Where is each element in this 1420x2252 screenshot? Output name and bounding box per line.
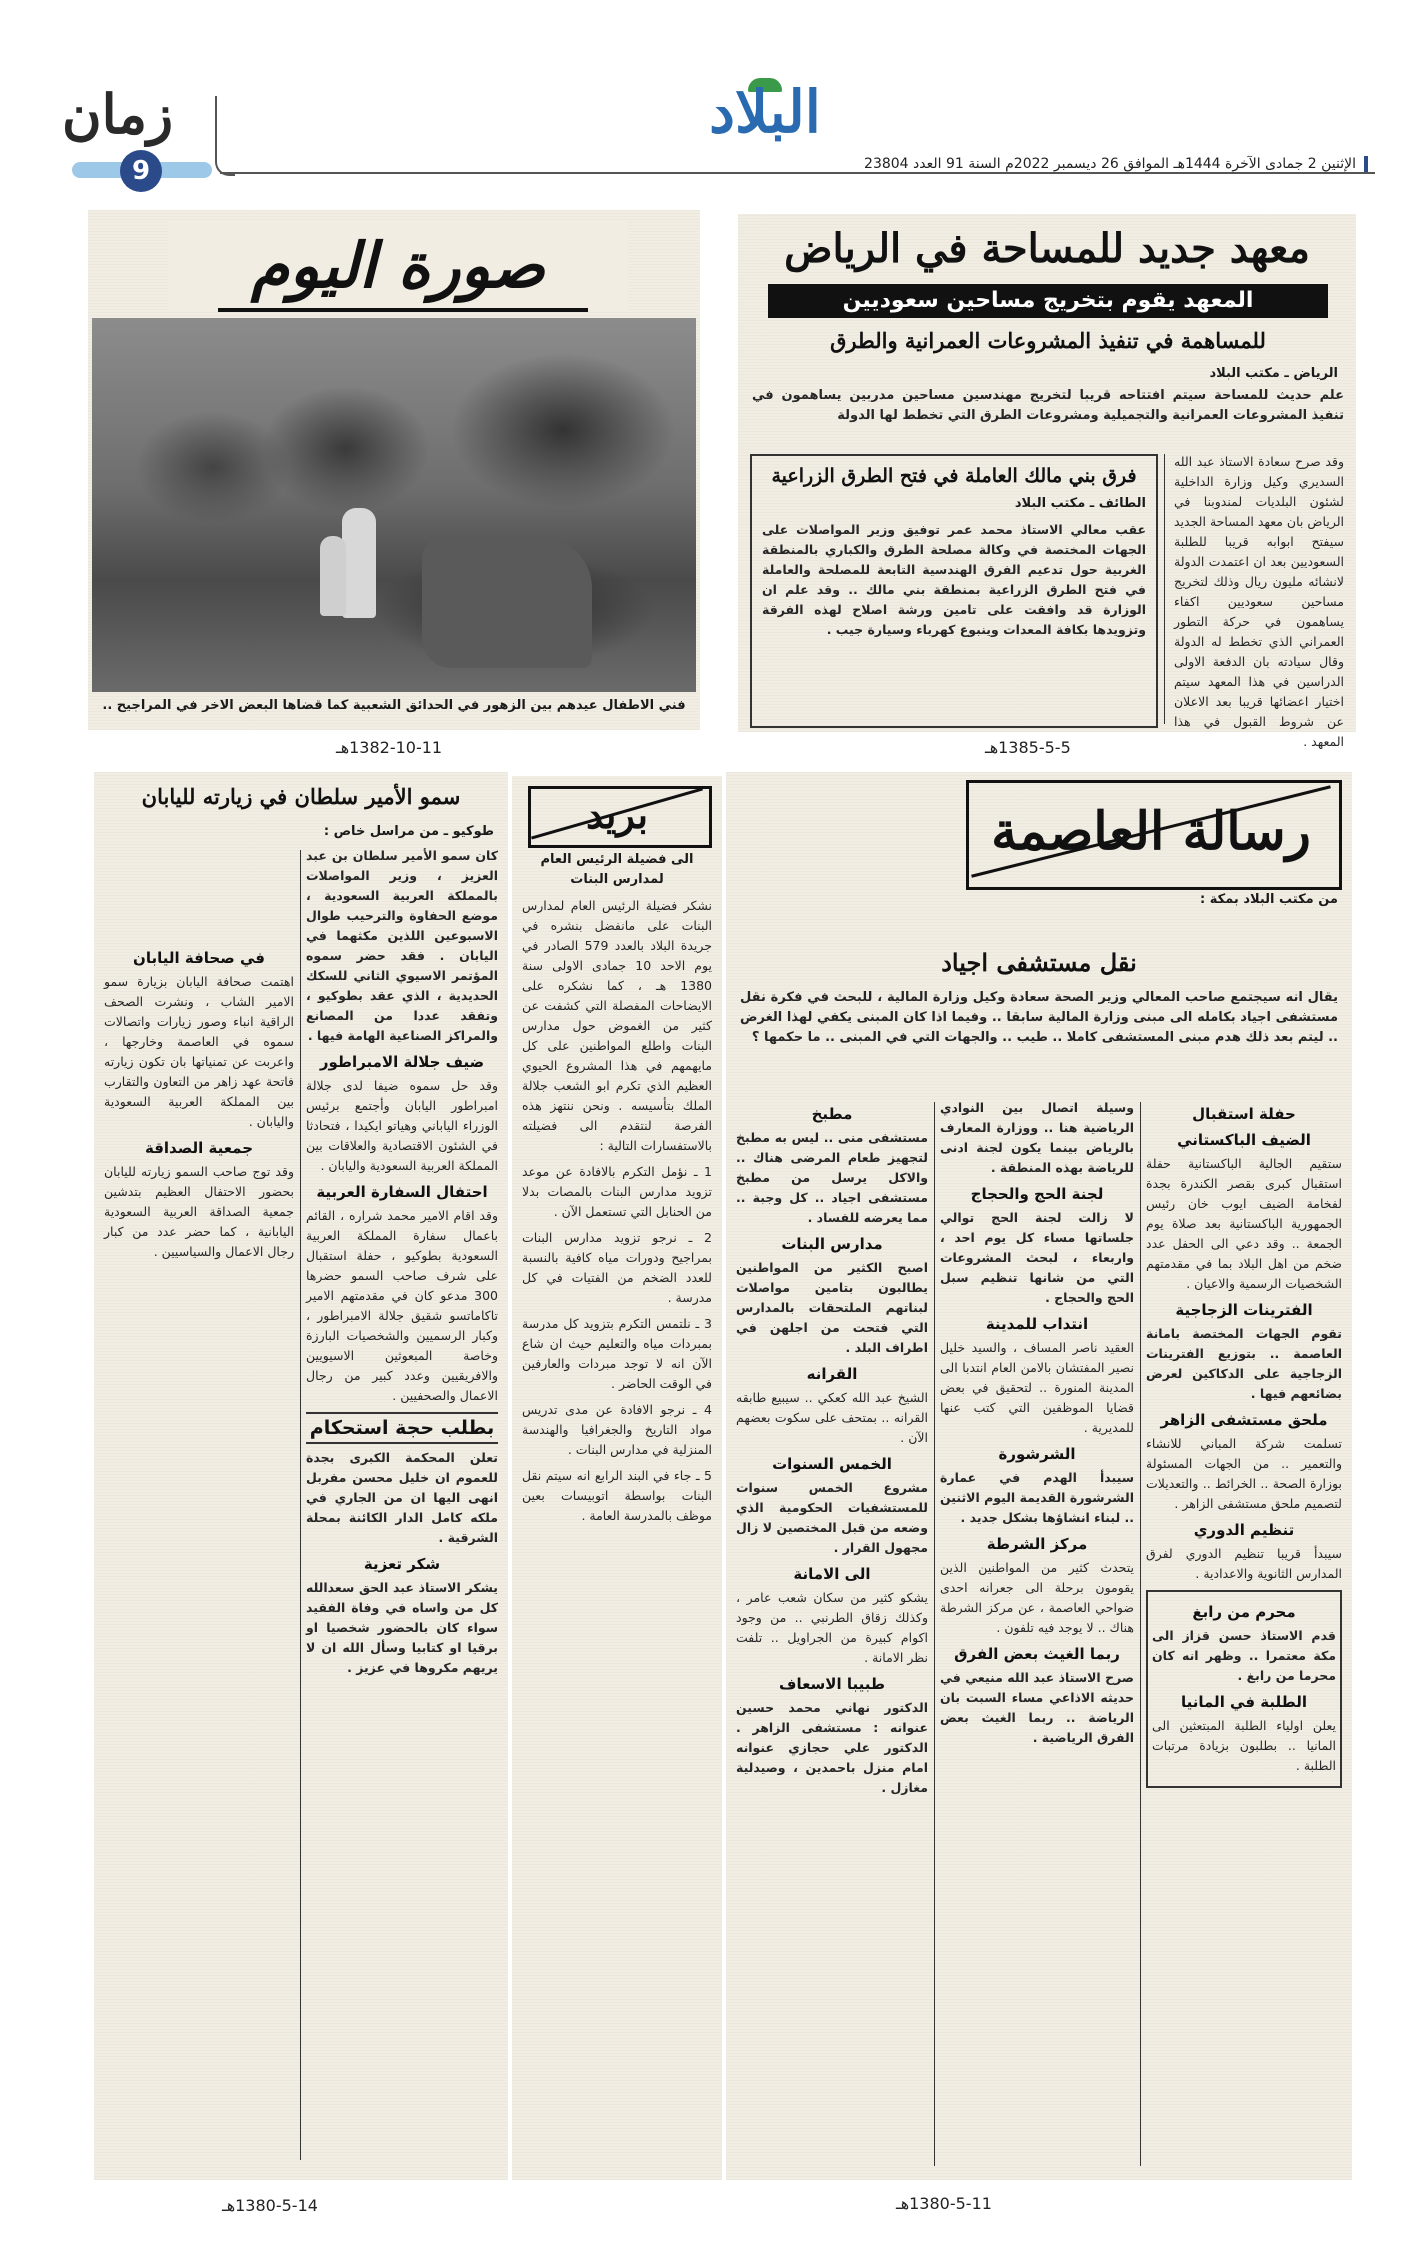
capital-paragraph: يشكو كثير من سكان شعب عامر ، وكذلك زقاق الطرنبي .. من وجود اكوام كبيرة من الجراويل .. تلفت نظر الامانة .	[736, 1590, 928, 1665]
institute-lead-text: علم حديث للمساحة سيتم افتتاحه قريبا لتخريج مهندسين مساحين مدربين يساهمون في تنفيذ المشروعات العمرانية والتجميلية ومشروعات الطرق التي تخطط لها الدولة	[752, 388, 1344, 423]
institute-body-column	[1174, 452, 1344, 749]
newspaper-logo	[690, 78, 840, 158]
prince-subhead: في صحافة اليابان	[133, 949, 265, 967]
institute-clip-date: 1385-5-5هـ	[985, 738, 1071, 757]
institute-body-text: وقد صرح سعادة الاستاذ عبد الله السديري وكيل وزارة الداخلية لشئون البلديات لمندوبنا في الرياض بان معهد المساحة الجديد سيفتح ابوابه قريبا للطلبة السعوديين بعد ان اعتمدت الدولة لانشائه مليون ريال وذلك لتخريج مساحين سعوديين اكفاء يساهمون في حركة التطور العمراني الذي تخطط له الدولة وقال سيادته بان الدفعة الاولى الدراسين في هذا المعهد سيتم اختيار اعضائها قريبا بعد الاعلان عن شروط القبول في هذا المعهد .	[1174, 454, 1344, 749]
condolence-paragraph: يشكر الاستاذ عبد الحق سعدالله كل من واساه في وفاة الفقيد سواء كان بالحضور شخصيا او برقيا او كتابيا وسأل الله ان لا يريهم مكروها في عزيز .	[306, 1580, 498, 1675]
prince-dateline: طوكيو ـ من مراسل خاص :	[323, 824, 494, 839]
photo-caption: فني الاطفال عيدهم بين الزهور في الحدائق الشعبية كما قضاها البعض الاخر في المراجيح ..	[102, 698, 686, 713]
capital-subhead: الفترينات الزجاجية	[1175, 1301, 1313, 1319]
capital-subhead: ملحق مستشفى الزاهر	[1160, 1411, 1328, 1429]
capital-paragraph: وسيلة اتصال بين النوادي الرياضية هنا .. ووزارة المعارف بالرياض بينما يكون لجنة ادنى للرياضة بهذه المنطقة .	[940, 1100, 1134, 1175]
side-article-text: عقب معالي الاستاذ محمد عمر توفيق وزير المواصلات على الجهات المختصة في وكالة مصلحة الطرق والكباري بالمنطقة الغربية حول تدعيم الفرق الهندسية التابعة للمصلحة والعاملة في فتح الطرق الزراعية بمنطقة بني مالك .. وقد علم ان الوزارة قد وافقت على تامين ورشة اصلاح لهذه الفرقة وتزويدها بكافة المعدات وينبوع كهرباء وسيارة جيب .	[762, 522, 1146, 637]
section-name: زمان	[62, 82, 174, 146]
prince-paragraph: اهتمت صحافة اليابان بزيارة سمو الامير الشاب ، ونشرت الصحف الراقية انباء وصور زيارات واتصالات سموه في العاصمة وخارجها ، واعربت عن تمنياتها بان تكون زيارته فاتحة عهد زاهر من التعاون والتقارب بين المملكة العربية السعودية واليابان .	[104, 974, 294, 1129]
prince-subhead: جمعية الصداقة	[144, 1139, 254, 1157]
capital-paragraph: مستشفى منى .. ليس به مطبخ لتجهيز طعام المرضى هناك .. والاكل يرسل من مطبخ مستشفى اجياد .. كل وجبة .. مما يعرضه للفساد .	[736, 1130, 928, 1225]
mail-paragraph: 1 ـ نؤمل التكرم بالافادة عن موعد تزويد مدارس البنات بالمصات بدلا من الحنابل التي تستعمل الآن .	[522, 1164, 712, 1219]
capital-subhead: مركز الشرطة	[986, 1535, 1088, 1553]
prince-subhead: ضيف جلالة الامبراطور	[319, 1053, 485, 1071]
capital-paragraph: سيبدأ الهدم في عمارة الشرشورة القديمة اليوم الاثنين .. لبناء انشاؤها بشكل جديد .	[940, 1470, 1134, 1525]
capital-subhead: الضيف الباكستاني	[1177, 1131, 1311, 1149]
prince-clipping	[94, 772, 508, 2180]
mail-paragraph: نشكر فضيلة الرئيس العام لمدارس البنات على مانفضل بنشره في جريدة البلاد بالعدد 579 الصادر في يوم الاحد 10 جمادى الاولى سنة 1380 هـ ، كما نشكره على الايضاحات المفصلة التي كشفت عن كثير من الغموض حول مدارس البنات واطلع المواطنين على كل مايهمهم في هذا المشروع الحيوي العظيم الذي تكرم ابو الشعب جلالة الملك بتأسيسه . ونحن ننتهز هذه الفرصة لنتقدم الى فضيلته بالاستفسارات التالية :	[522, 898, 712, 1153]
prince-left-column	[104, 942, 294, 2162]
side-article-dateline: الطائف ـ مكتب البلاد	[1014, 496, 1146, 511]
side-article-column	[762, 520, 1146, 720]
capital-subhead: مطبخ	[811, 1105, 853, 1123]
mail-paragraph: 4 ـ نرجو الافادة عن مدى تدريس مواد التاريخ والجغرافيا والهندسة المنزلية في مدارس البنات .	[522, 1402, 712, 1457]
capital-clipping	[726, 772, 1352, 2180]
institute-headline: معهد جديد للمساحة في الرياض	[784, 225, 1310, 272]
capital-subhead: محرم من رابغ	[1192, 1603, 1296, 1621]
prince-paragraph: وقد اقام الامير محمد شراره ، القائم باعمال سفارة المملكة العربية السعودية بطوكيو ، حفلة استقبال على شرف صاحب السمو حضرها 300 مدعو كان في مقدمتهم الامير تاكاماتسو شقيق جلالة الامبراطور ، وكبار الرسميين والشخصيات البارزة وخاصة المبعوثين الاسيويين والافريقيين وعدد كبير من رجال الاعمال والصحفيين .	[306, 1208, 498, 1403]
capital-boxed-note	[1146, 1590, 1342, 1788]
prince-subhead: احتفال السفارة العربية	[316, 1183, 488, 1201]
capital-paragraph: يعلن اولياء الطلبة المبتعثين الى المانيا .. بطلبون بزيادة مرتبات الطلبة .	[1152, 1718, 1336, 1773]
prince-right-column	[306, 846, 498, 2166]
mail-addressee: الى فضيلة الرئيس العام لمدارس البنات	[540, 852, 694, 887]
capital-subhead: لجنة الحج والحجاج	[970, 1185, 1104, 1203]
capital-subhead: طبيبا الاسعاف	[779, 1675, 885, 1693]
page-number-badge: 9	[120, 150, 162, 192]
photo-clipping	[88, 210, 700, 730]
capital-paragraph: اصبح الكثير من المواطنين يطالبون بتامين مواصلات لبناتهم الملتحقات بالمدارس التي فتحت من اجلهن في اطراف البلد .	[736, 1260, 928, 1355]
capital-subhead: انتداب للمدينة	[985, 1315, 1089, 1333]
notice-paragraph: تعلن المحكمة الكبرى بجدة للعموم ان خليل محسن مفربل انهى اليها ان من الجاري في ملكه كامل الدار الكائنة بمحلة الشرقية .	[306, 1450, 498, 1545]
logo-text: البلاد	[709, 78, 821, 146]
prince-paragraph: وقد حل سموه ضيفا لدى جلالة امبراطور اليابان وأجتمع برئيس الوزراء الياباني وهياتو ايكيدا ، فتحادثا في الشئون الاقتصادية والعلاقات بين المملكة العربية السعودية واليابان .	[306, 1078, 498, 1173]
prince-clip-date: 1380-5-14هـ	[222, 2196, 318, 2215]
column-rule	[1164, 454, 1165, 724]
mail-column	[522, 896, 712, 2172]
capital-middle-column	[940, 1098, 1134, 2172]
child-figure	[342, 508, 376, 618]
mail-paragraph: 5 ـ جاء في البند الرابع انه سيتم نقل البنات بواسطة اتوبيسات بعين موظف بالمدرسة العامة .	[522, 1468, 712, 1523]
capital-subhead: مدارس البنات	[781, 1235, 883, 1253]
prince-headline: سمو الأمير سلطان في زيارته لليابان	[141, 784, 461, 809]
children-garden-photo	[92, 318, 696, 692]
capital-paragraph: تسلمت شركة المباني للانشاء والتعمير .. من الجهات المسئولة بوزارة الصحة .. الخرائط .. والتعديلات لتصميم ملحق مستشفى الزاهر .	[1146, 1436, 1342, 1511]
photo-masthead: صورة اليوم	[251, 229, 545, 302]
capital-paragraph: الدكتور نهاني محمد حسين عنوانه : مستشفى الزاهر . الدكتور علي حجازي عنوانه امام منزل باحمدين ، وصيدلية مغازل .	[736, 1700, 928, 1795]
capital-subhead: ربما الغيث بعض الفرق	[954, 1645, 1120, 1663]
capital-paragraph: تقوم الجهات المختصة بامانة العاصمة .. بتوزيع الفترينات الزجاجية على الدكاكين لعرض بضائعهم فيها .	[1146, 1326, 1342, 1401]
capital-paragraph: صرح الاستاذ عبد الله منيعي في حديثه الاذاعي مساء السبت بان الرياضة .. ربما الغيث بعض الفرق الرياضية .	[940, 1670, 1134, 1745]
mail-paragraph: 2 ـ نرجو تزويد مدارس البنات بمراجيح ودورات مياه كافية بالنسبة للعدد الضخم من الفتيات في كل مدرسة .	[522, 1230, 712, 1305]
notice-subhead: بطلب حجة استحكام	[306, 1412, 498, 1444]
photo-clip-date: 1382-10-11هـ	[336, 738, 443, 757]
prince-lead: كان سمو الأمير سلطان بن عبد العزيز ، وزير المواصلات بالمملكة العربية السعودية ، موضع الحفاوة والترحيب طوال الاسبوعين اللذين مكثهما في اليابان . فقد حضر سموه المؤتمر الاسيوي الثاني للسكك الحديدية ، الذي عقد بطوكيو ، وتفقد عددا من المصانع والمراكز الصناعية الهامة فيها .	[306, 848, 498, 1043]
prince-paragraph: وقد توج صاحب السمو زيارته لليابان بحضور الاحتفال العظيم بتدشين جمعية الصداقة العربية السعودية اليابانية ، كما حضر عدد من كبار رجال الاعمال والسياسيين .	[104, 1164, 294, 1259]
mail-paragraph: 3 ـ نلتمس التكرم بتزويد كل مدرسة بمبردات مياه والتعليم حيث ان شاع الآن انه لا توجد مبردات والعارفين في الوقت الحاضر .	[522, 1316, 712, 1391]
institute-lead	[752, 386, 1344, 448]
capital-clip-date: 1380-5-11هـ	[896, 2194, 992, 2213]
header-rule	[220, 172, 1375, 174]
capital-subhead: الطلبة في المانيا	[1180, 1693, 1308, 1711]
capital-subhead: حفلة استقبال	[1192, 1105, 1296, 1123]
institute-subheadline: للمساهمة في تنفيذ المشروعات العمرانية والطرق	[830, 328, 1266, 353]
capital-paragraph: سيبدأ قريبا تنظيم الدوري لفرق المدارس الثانوية والاعدادية .	[1146, 1546, 1342, 1581]
mail-masthead: بريد	[585, 792, 649, 837]
column-rule	[300, 850, 301, 2160]
capital-paragraph: مشروع الخمس سنوات للمستشفيات الحكومية الذي وضعه من قبل المختصين لا زال مجهول القرار .	[736, 1480, 928, 1555]
mail-clipping	[512, 776, 722, 2180]
capital-lead	[740, 988, 1338, 1094]
institute-dateline: الرياض ـ مكتب البلاد	[1209, 366, 1338, 381]
side-article-box	[750, 454, 1158, 728]
capital-subhead: الشرشورة	[998, 1445, 1076, 1463]
capital-dateline: من مكتب البلاد بمكة :	[1200, 892, 1338, 907]
institute-banner: المعهد يقوم بتخريج مساحين سعوديين	[768, 284, 1328, 318]
capital-subhead: الخمس السنوات	[772, 1455, 892, 1473]
child-figure	[320, 536, 346, 616]
capital-paragraph: الشيخ عبد الله كعكي .. سيبيع طابقه القرانه .. بمتحف على سكوت بعضهم الآن .	[736, 1390, 928, 1445]
header-rule-hook	[215, 96, 235, 176]
capital-paragraph: ستقيم الجالية الباكستانية حفلة استقبال كبرى بقصر الكندرة بجدة لفخامة الضيف ايوب خان رئيس الجمهورية الباكستانية بعد صلاة يوم الجمعة .. وقد دعي الى الحفل عدد ضخم من اهل البلاد بما في مقدمتهم الشخصيات الرسمية والاعيان .	[1146, 1156, 1342, 1291]
capital-masthead: رسالة العاصمة	[991, 801, 1311, 862]
capital-subhead: الى الامانة	[793, 1565, 871, 1583]
capital-right-column	[1146, 1098, 1342, 2172]
rock-shape	[422, 538, 592, 668]
condolence-subhead: شكر تعزية	[363, 1555, 441, 1573]
capital-paragraph: العقيد ناصر المساف ، والسيد خليل نصير المفتشان بالامن العام انتدبا الى المدينة المنورة .. لتحقيق في بعض قضايا الموظفين التي كتب عنها للمديرية .	[940, 1340, 1134, 1435]
column-rule	[934, 1102, 935, 2166]
capital-subhead: تنظيم الدوري	[1193, 1521, 1295, 1539]
capital-paragraph: لا زالت لجنة الحج توالي جلساتها مساء كل يوم احد ، واربعاء ، لبحث المشروعات التي من شانها تنظيم سبل الحج والحجاج .	[940, 1210, 1134, 1305]
capital-left-column	[736, 1098, 928, 2172]
capital-paragraph: قدم الاستاذ حسن قزاز الى مكة معتمرا .. وظهر انه كان محرما من رابغ .	[1152, 1628, 1336, 1683]
capital-headline: نقل مستشفى اجياد	[941, 948, 1137, 977]
masthead-underline	[218, 308, 588, 312]
issue-dateline: الإثنين 2 جمادى الآخرة 1444هـ الموافق 26 ديسمبر 2022م السنة 91 العدد 23804	[864, 156, 1368, 172]
side-article-headline: فرق بني مالك العاملة في فتح الطرق الزراعية	[771, 465, 1137, 487]
capital-paragraph: يتحدث كثير من المواطنين الذين يقومون برحلة الى جعرانه احدى ضواحي العاصمة ، عن مركز الشرطة هناك .. لا يوجد فيه تلفون .	[940, 1560, 1134, 1635]
capital-subhead: القرانه	[806, 1365, 858, 1383]
capital-lead-text: يقال انه سيجتمع صاحب المعالي وزير الصحة سعادة وكيل وزارة المالية ، للبحث في فكرة نقل مستشفى اجياد بكامله الى مبنى وزارة المالية سابقا .. وفيما اذا كان المبنى يكفي لهذا الغرض .. ليتم بعد ذلك هدم مبنى المستشفى كاملا .. طيب .. والجهات التي في المبنى .. ما حكمها ؟	[740, 990, 1338, 1045]
column-rule	[1140, 1102, 1141, 2166]
